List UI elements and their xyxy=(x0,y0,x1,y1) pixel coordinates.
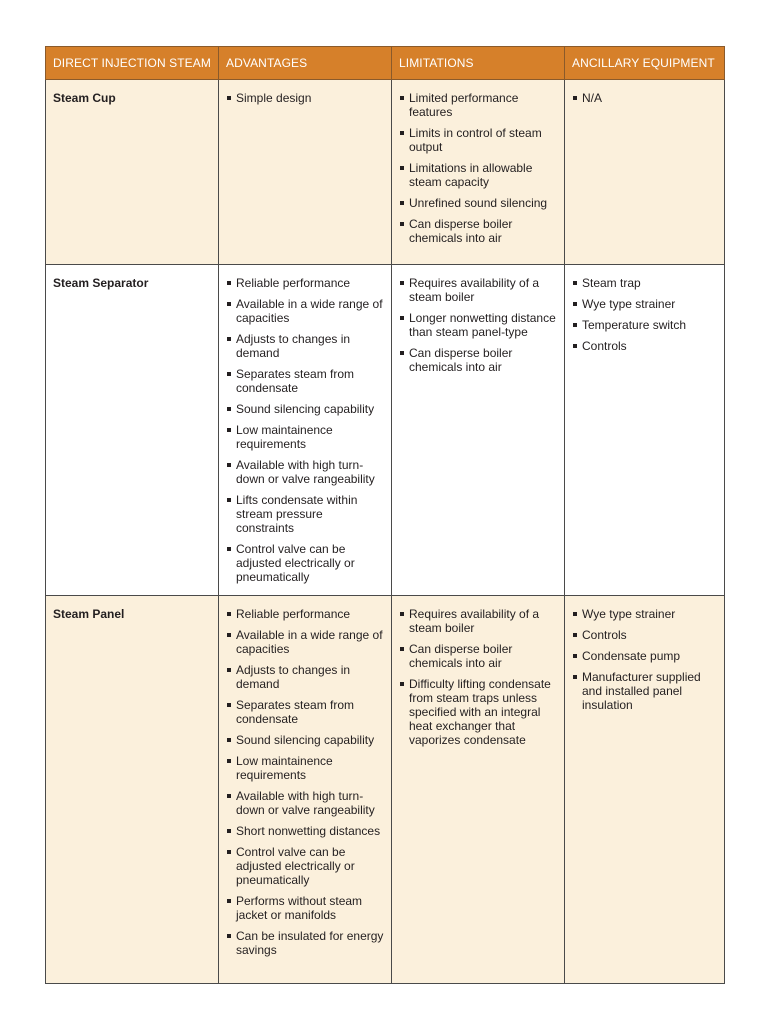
list-item: Can disperse boiler chemicals into air xyxy=(399,346,557,374)
bullet-list xyxy=(399,607,557,747)
list-item: Limited performance features xyxy=(399,91,557,119)
list-item: Simple design xyxy=(226,91,384,105)
bullet-list xyxy=(572,607,717,712)
list-item: Can be insulated for energy savings xyxy=(226,929,384,957)
table-row xyxy=(46,80,725,265)
ancillary-equipment-cell xyxy=(565,265,725,596)
bullet-list xyxy=(399,276,557,374)
advantages-cell xyxy=(219,265,392,596)
list-item: Available with high turn-down or valve rangeability xyxy=(226,458,384,486)
advantages-cell xyxy=(219,80,392,265)
list-item: Available in a wide range of capacities xyxy=(226,297,384,325)
list-item: Separates steam from condensate xyxy=(226,367,384,395)
bullet-list xyxy=(226,91,384,105)
list-item: Limits in control of steam output xyxy=(399,126,557,154)
list-item: Can disperse boiler chemicals into air xyxy=(399,642,557,670)
list-item: Reliable performance xyxy=(226,607,384,621)
list-item: Controls xyxy=(572,339,717,353)
method-cell xyxy=(46,596,219,984)
list-item: Reliable performance xyxy=(226,276,384,290)
method-name: Steam Panel xyxy=(53,607,125,621)
list-item: Condensate pump xyxy=(572,649,717,663)
list-item: Adjusts to changes in demand xyxy=(226,332,384,360)
limitations-cell xyxy=(392,80,565,265)
list-item: Adjusts to changes in demand xyxy=(226,663,384,691)
list-item: Steam trap xyxy=(572,276,717,290)
list-item: Requires availability of a steam boiler xyxy=(399,607,557,635)
list-item: Wye type strainer xyxy=(572,607,717,621)
list-item: Manufacturer supplied and installed panel insulation xyxy=(572,670,717,712)
list-item: Sound silencing capability xyxy=(226,733,384,747)
method-name: Steam Cup xyxy=(53,91,116,105)
table-header xyxy=(46,47,725,80)
list-item: N/A xyxy=(572,91,717,105)
list-item: Available in a wide range of capacities xyxy=(226,628,384,656)
method-cell xyxy=(46,265,219,596)
advantages-cell xyxy=(219,596,392,984)
list-item: Control valve can be adjusted electrically or pneumatically xyxy=(226,845,384,887)
header-direct-injection-steam: DIRECT INJECTION STEAM xyxy=(46,47,219,80)
ancillary-equipment-cell xyxy=(565,596,725,984)
list-item: Lifts condensate within stream pressure constraints xyxy=(226,493,384,535)
list-item: Unrefined sound silencing xyxy=(399,196,557,210)
method-cell xyxy=(46,80,219,265)
table-row xyxy=(46,265,725,596)
table-body xyxy=(46,80,725,984)
list-item: Control valve can be adjusted electrically or pneumatically xyxy=(226,542,384,584)
method-name: Steam Separator xyxy=(53,276,149,290)
bullet-list xyxy=(572,276,717,353)
list-item: Available with high turn-down or valve rangeability xyxy=(226,789,384,817)
bullet-list xyxy=(572,91,717,105)
list-item: Performs without steam jacket or manifolds xyxy=(226,894,384,922)
list-item: Separates steam from condensate xyxy=(226,698,384,726)
list-item: Low maintainence requirements xyxy=(226,754,384,782)
list-item: Difficulty lifting condensate from steam traps unless specified with an integral heat exchanger that vaporizes condensate xyxy=(399,677,557,747)
list-item: Wye type strainer xyxy=(572,297,717,311)
list-item: Longer nonwetting distance than steam panel-type xyxy=(399,311,557,339)
table-row xyxy=(46,596,725,984)
bullet-list xyxy=(399,91,557,245)
bullet-list xyxy=(226,276,384,584)
header-advantages: ADVANTAGES xyxy=(219,47,392,80)
limitations-cell xyxy=(392,596,565,984)
header-row xyxy=(46,47,725,80)
list-item: Can disperse boiler chemicals into air xyxy=(399,217,557,245)
list-item: Temperature switch xyxy=(572,318,717,332)
comparison-table xyxy=(45,46,725,984)
list-item: Short nonwetting distances xyxy=(226,824,384,838)
header-limitations: LIMITATIONS xyxy=(392,47,565,80)
list-item: Low maintainence requirements xyxy=(226,423,384,451)
list-item: Limitations in allowable steam capacity xyxy=(399,161,557,189)
limitations-cell xyxy=(392,265,565,596)
bullet-list xyxy=(226,607,384,957)
header-ancillary-equipment: ANCILLARY EQUIPMENT xyxy=(565,47,725,80)
list-item: Sound silencing capability xyxy=(226,402,384,416)
ancillary-equipment-cell xyxy=(565,80,725,265)
list-item: Controls xyxy=(572,628,717,642)
list-item: Requires availability of a steam boiler xyxy=(399,276,557,304)
